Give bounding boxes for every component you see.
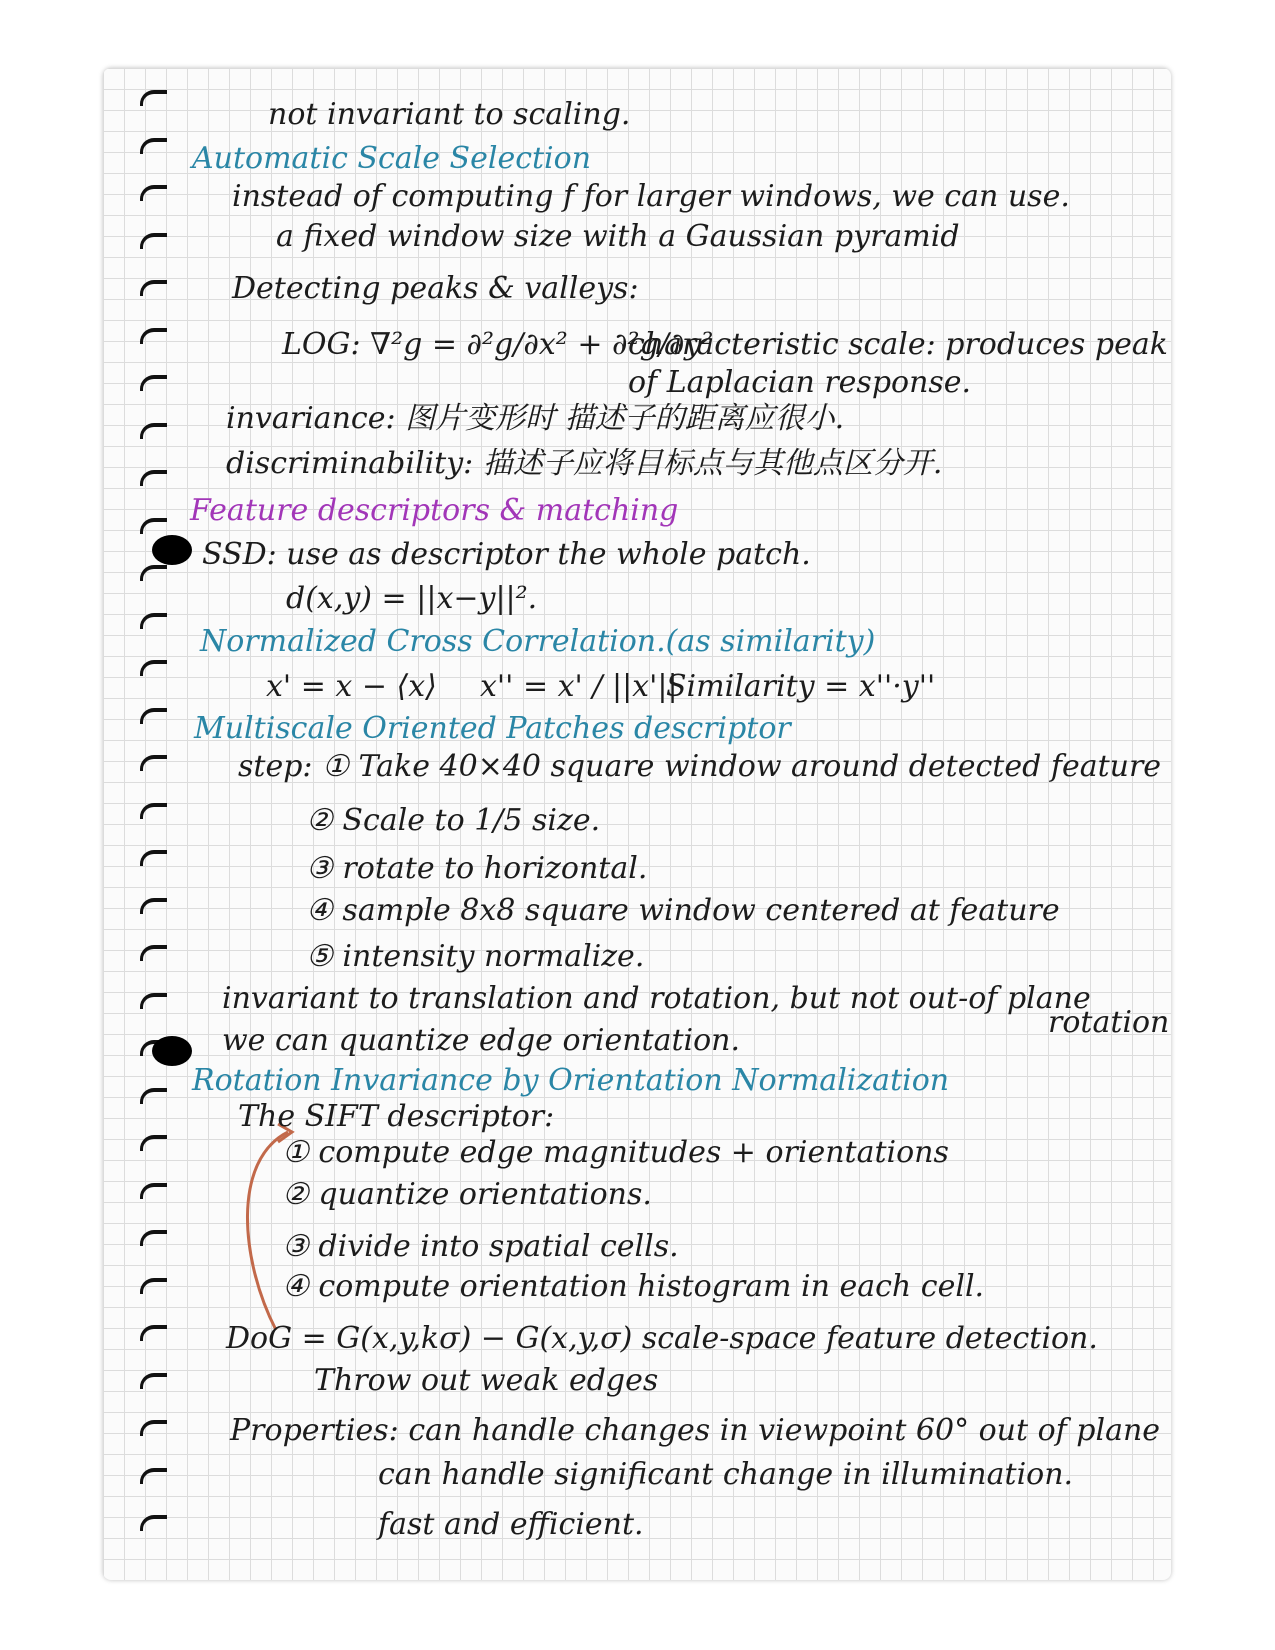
section-heading: Multiscale Oriented Patches descriptor — [194, 711, 791, 746]
note-line: ① compute edge magnitudes + orientations — [282, 1135, 949, 1170]
note-line: ③ rotate to horizontal. — [306, 851, 648, 886]
formula-ncc-norm: x'' = x' / ||x'|| — [480, 669, 678, 704]
note-line: rotation — [1048, 1005, 1170, 1040]
note-line: SSD: use as descriptor the whole patch. — [202, 537, 811, 572]
formula-ssd: d(x,y) = ||x−y||². — [286, 581, 538, 616]
formula-ncc-mean: x' = x − ⟨x⟩ — [266, 669, 437, 704]
note-line: we can quantize edge orientation. — [222, 1023, 741, 1058]
note-line: step: ① Take 40×40 square window around detected feature — [238, 749, 1162, 784]
formula-dog: DoG = G(x,y,kσ) − G(x,y,σ) scale-space feature detection. — [226, 1321, 1098, 1356]
note-line: ② quantize orientations. — [282, 1177, 652, 1212]
note-line: ④ sample 8x8 square window centered at feature — [306, 893, 1060, 928]
section-heading: Automatic Scale Selection — [192, 141, 592, 176]
note-line: fast and efficient. — [378, 1507, 644, 1542]
note-line: of Laplacian response. — [628, 365, 972, 400]
note-line: ② Scale to 1/5 size. — [306, 803, 601, 838]
note-line: ④ compute orientation histogram in each cell. — [282, 1269, 985, 1304]
note-line: characteristic scale: produces peak — [628, 327, 1168, 362]
note-line: The SIFT descriptor: — [238, 1099, 555, 1134]
note-line: invariant to translation and rotation, but not out-of plane — [222, 981, 1091, 1016]
note-line: Properties: can handle changes in viewpoint 60° out of plane — [230, 1413, 1161, 1448]
note-line: discriminability: 描述子应将目标点与其他点区分开. — [226, 446, 943, 481]
note-line: not invariant to scaling. — [268, 97, 631, 132]
note-line: ③ divide into spatial cells. — [282, 1229, 679, 1264]
note-line: instead of computing f for larger windows, we can use. — [232, 179, 1070, 214]
note-line: ⑤ intensity normalize. — [306, 939, 645, 974]
note-line: can handle significant change in illumination. — [378, 1457, 1074, 1492]
section-heading: Rotation Invariance by Orientation Normalization — [192, 1063, 950, 1098]
section-heading: Feature descriptors & matching — [190, 493, 679, 528]
note-line: Detecting peaks & valleys: — [232, 271, 639, 306]
note-line: a fixed window size with a Gaussian pyramid — [276, 219, 960, 254]
note-line: Throw out weak edges — [314, 1363, 659, 1398]
section-heading: Normalized Cross Correlation.(as similarity) — [200, 624, 876, 659]
note-line: invariance: 图片变形时 描述子的距离应很小. — [226, 401, 845, 436]
formula-ncc-similarity: Similarity = x''·y'' — [666, 669, 936, 704]
formula-log: LOG: ∇²g = ∂²g/∂x² + ∂²g/∂y² — [282, 327, 714, 362]
